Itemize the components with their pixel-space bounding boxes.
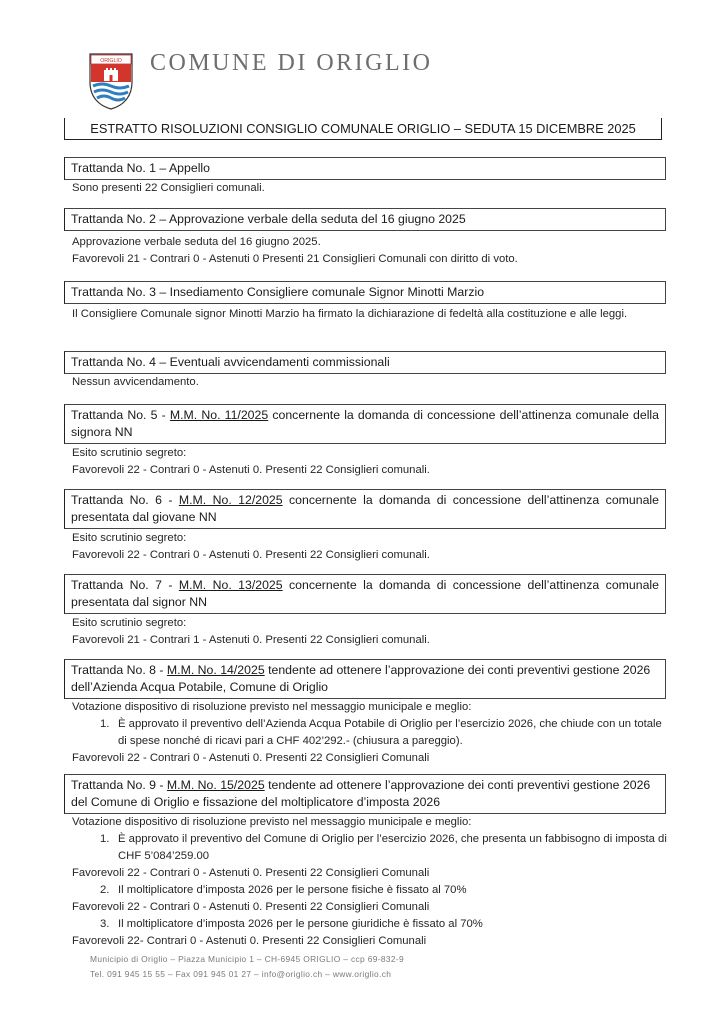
agenda-item-9	[72, 774, 668, 950]
footer-address: Municipio di Origlio – Piazza Municipio 1 – CH-6945 ORIGLIO – ccp 69-832-9	[90, 954, 405, 964]
agenda-item-title	[64, 659, 666, 699]
resolution-number: 2.	[100, 884, 110, 896]
agenda-item-text: Approvazione verbale seduta del 16 giugno 2025.	[72, 236, 321, 248]
resolution-text: Il moltiplicatore d’imposta 2026 per le persone giuridiche è fissato al 70%	[118, 918, 483, 930]
agenda-item-title	[64, 404, 666, 444]
agenda-item-vote: Favorevoli 21 - Contrari 0 - Astenuti 0 Presenti 21 Consiglieri Comunali con diritto di voto.	[72, 253, 518, 265]
message-reference: M.M. No. 13/2025	[178, 578, 283, 592]
agenda-item-text: Nessun avvicendamento.	[72, 376, 199, 388]
agenda-item-title-subject: concernente la domanda di concessione dell’attinenza comunale della signora NN	[71, 408, 660, 439]
agenda-item-title	[64, 489, 666, 529]
agenda-item-text: Esito scrutinio segreto:	[72, 532, 187, 544]
agenda-item-text: Esito scrutinio segreto:	[72, 617, 187, 629]
agenda-item-intro: Votazione dispositivo di risoluzione previsto nel messaggio municipale e meglio:	[72, 701, 472, 713]
resolution-point	[72, 916, 668, 933]
agenda-item-title-prefix: Trattanda No. 9 -	[71, 778, 167, 792]
agenda-item-7	[72, 574, 668, 649]
letterhead	[88, 52, 508, 112]
crest-label: ORIGLIO	[100, 58, 122, 64]
agenda-item-title	[64, 774, 666, 814]
agenda-item-4	[72, 351, 668, 391]
agenda-item-title: Trattanda No. 2 – Approvazione verbale della seduta del 16 giugno 2025	[64, 208, 666, 231]
agenda-item-6	[72, 489, 668, 564]
agenda-item-5	[72, 404, 668, 479]
resolution-vote: Favorevoli 22 - Contrari 0 - Astenuti 0. Presenti 22 Consiglieri Comunali	[72, 901, 430, 913]
resolution-text: È approvato il preventivo del Comune di Origlio per l’esercizio 2026, che presenta un fabbisogno di imposta di CHF 5’084’259.00	[118, 833, 667, 862]
agenda-item-title: Trattanda No. 3 – Insediamento Consigliere comunale Signor Minotti Marzio	[64, 281, 666, 304]
message-reference: M.M. No. 14/2025	[166, 663, 265, 677]
footer-contacts: Tel. 091 945 15 55 – Fax 091 945 01 27 – info@origlio.ch – www.origlio.ch	[90, 969, 392, 979]
resolution-number: 3.	[100, 918, 110, 930]
origlio-crest-icon	[88, 52, 134, 110]
agenda-item-vote: Favorevoli 22 - Contrari 0 - Astenuti 0. Presenti 22 Consiglieri Comunali	[72, 752, 430, 764]
resolution-vote: Favorevoli 22- Contrari 0 - Astenuti 0. Presenti 22 Consiglieri Comunali	[72, 935, 427, 947]
agenda-item-text: Il Consigliere Comunale signor Minotti Marzio ha firmato la dichiarazione di fedeltà alla costituzione e alle leggi.	[72, 308, 628, 320]
agenda-item-1	[72, 157, 668, 197]
resolution-vote: Favorevoli 22 - Contrari 0 - Astenuti 0. Presenti 22 Consiglieri Comunali	[72, 867, 430, 879]
agenda-item-8	[72, 659, 668, 767]
agenda-item-title-prefix: Trattanda No. 7 -	[71, 578, 179, 592]
agenda-item-text: Esito scrutinio segreto:	[72, 447, 187, 459]
agenda-item-title-subject: tendente ad ottenere l’approvazione dei conti preventivi gestione 2026 del Comune di Origlio e fissazione del moltiplicatore d’imposta 2026	[71, 778, 651, 809]
resolution-text: È approvato il preventivo dell’Azienda Acqua Potabile di Origlio per l’esercizio 2026, che chiude con un totale di spese nonché di ricavi pari a CHF 402’292.- (chiusura a pareggio).	[118, 718, 662, 747]
message-reference: M.M. No. 15/2025	[166, 778, 265, 792]
agenda-item-title-prefix: Trattanda No. 6 -	[71, 493, 179, 507]
agenda-item-2	[72, 208, 668, 268]
document-title: ESTRATTO RISOLUZIONI CONSIGLIO COMUNALE ORIGLIO – SEDUTA 15 DICEMBRE 2025	[64, 118, 662, 140]
resolution-point	[72, 716, 668, 750]
resolution-point	[72, 831, 668, 865]
agenda-item-title	[64, 574, 666, 614]
agenda-item-title-subject: tendente ad ottenere l’approvazione dei conti preventivi gestione 2026 dell’Azienda Acqua Potabile, Comune di Origlio	[71, 663, 651, 694]
agenda-item-title-subject: concernente la domanda di concessione dell’attinenza comunale presentata dal signor NN	[71, 578, 659, 609]
message-reference: M.M. No. 12/2025	[178, 493, 283, 507]
agenda-item-title-prefix: Trattanda No. 5 -	[71, 408, 170, 422]
agenda-item-vote: Favorevoli 22 - Contrari 0 - Astenuti 0. Presenti 22 Consiglieri comunali.	[72, 464, 430, 476]
page-footer	[90, 952, 510, 982]
resolution-number: 1.	[100, 718, 110, 730]
agenda-item-title-prefix: Trattanda No. 8 -	[71, 663, 167, 677]
agenda-item-intro: Votazione dispositivo di risoluzione previsto nel messaggio municipale e meglio:	[72, 816, 472, 828]
agenda-item-vote: Favorevoli 22 - Contrari 0 - Astenuti 0. Presenti 22 Consiglieri comunali.	[72, 549, 430, 561]
agenda-item-title: Trattanda No. 4 – Eventuali avvicendamenti commissionali	[64, 351, 666, 374]
message-reference: M.M. No. 11/2025	[169, 408, 269, 422]
agenda-item-title-subject: concernente la domanda di concessione dell’attinenza comunale presentata dal giovane NN	[71, 493, 659, 524]
org-name: COMUNE DI ORIGLIO	[150, 50, 433, 76]
agenda-item-3	[72, 281, 668, 323]
resolution-number: 1.	[100, 833, 110, 845]
agenda-item-vote: Favorevoli 21 - Contrari 1 - Astenuti 0. Presenti 22 Consiglieri comunali.	[72, 634, 430, 646]
agenda-item-text: Sono presenti 22 Consiglieri comunali.	[72, 182, 265, 194]
agenda-item-title: Trattanda No. 1 – Appello	[64, 157, 666, 180]
resolution-text: Il moltiplicatore d’imposta 2026 per le persone fisiche è fissato al 70%	[118, 884, 467, 896]
resolution-point	[72, 882, 668, 899]
